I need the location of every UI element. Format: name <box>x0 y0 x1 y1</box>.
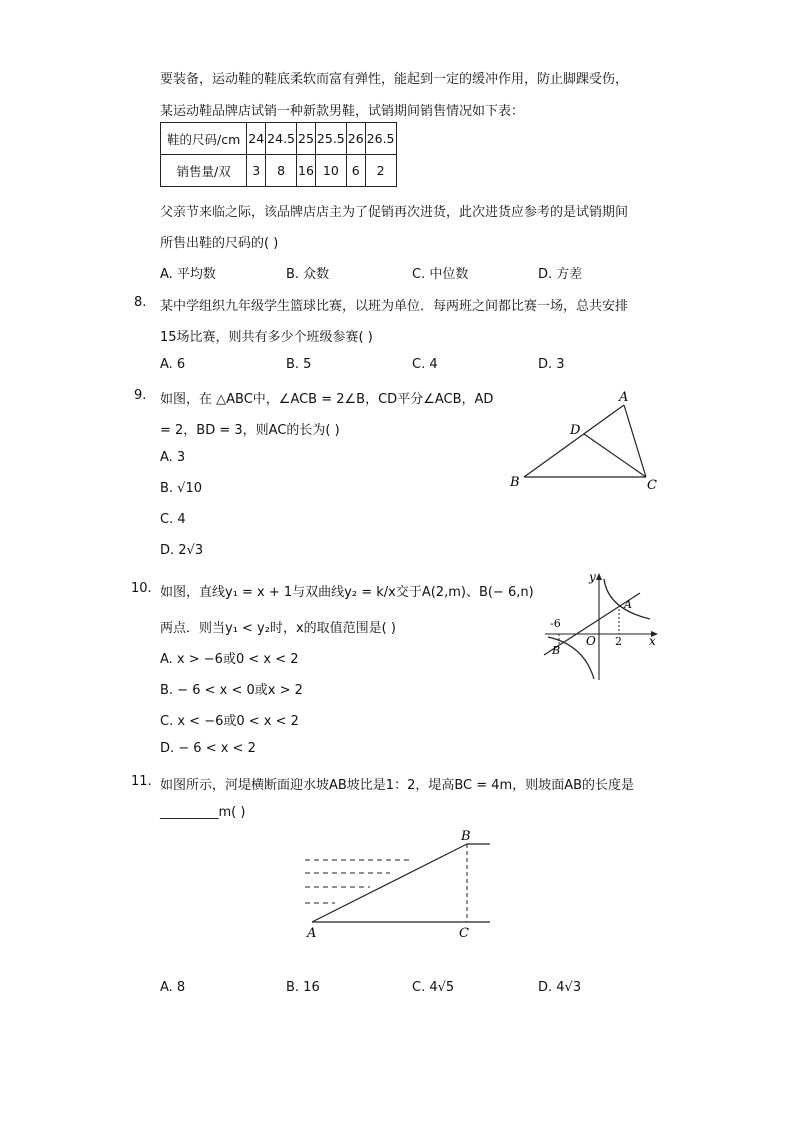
table-header-size: 鞋的尺码/cm <box>161 123 247 155</box>
embankment-figure <box>295 825 500 945</box>
q10-option-b[interactable]: B. − 6 < x < 0或x > 2 <box>160 683 303 698</box>
q7-option-b[interactable]: B. 众数 <box>286 267 330 282</box>
q9-option-d[interactable]: D. 2√3 <box>160 543 204 558</box>
q11-option-c[interactable]: C. 4√5 <box>412 980 455 995</box>
q9-text-line2: = 2，BD = 3，则AC的长为( ) <box>160 423 340 438</box>
q7-option-d[interactable]: D. 方差 <box>538 267 583 282</box>
table-cell: 16 <box>297 155 316 187</box>
q10-option-d[interactable]: D. − 6 < x < 2 <box>160 741 256 756</box>
label-b: B <box>510 475 520 490</box>
q8-option-a[interactable]: A. 6 <box>160 357 186 372</box>
q8-text-line1: 某中学组织九年级学生篮球比赛，以班为单位．每两班之间都比赛一场，总共安排 <box>160 299 629 314</box>
q11-number: 11. <box>131 774 152 789</box>
q8-option-b[interactable]: B. 5 <box>286 357 312 372</box>
q7-text-line2: 某运动鞋品牌店试销一种新款男鞋，试销期间销售情况如下表： <box>160 104 525 119</box>
origin-label: O <box>586 634 596 648</box>
label-c: C <box>459 926 469 941</box>
tick-2: 2 <box>615 635 622 648</box>
q8-option-c[interactable]: C. 4 <box>412 357 438 372</box>
q9-option-c[interactable]: C. 4 <box>160 512 186 527</box>
q9-option-a[interactable]: A. 3 <box>160 450 186 465</box>
table-cell: 25 <box>297 123 316 155</box>
q11-text-line1: 如图所示，河堤横断面迎水坡AB坡比是1：2，堤高BC = 4m，则坡面AB的长度是 <box>160 778 635 793</box>
label-b: B <box>461 829 471 844</box>
table-cell: 2 <box>365 155 396 187</box>
table-row <box>161 123 397 155</box>
q7-option-a[interactable]: A. 平均数 <box>160 267 216 282</box>
label-a: A <box>619 390 629 405</box>
q11-option-d[interactable]: D. 4√3 <box>538 980 582 995</box>
q11-text-line2: _________m( ) <box>160 805 246 820</box>
q7-option-c[interactable]: C. 中位数 <box>412 267 469 282</box>
q8-number: 8. <box>134 295 147 310</box>
q10-option-a[interactable]: A. x > −6或0 < x < 2 <box>160 652 299 667</box>
table-cell: 24.5 <box>266 123 297 155</box>
table-header-sales: 销售量/双 <box>161 155 247 187</box>
label-d: D <box>570 423 581 438</box>
table-cell: 6 <box>346 155 365 187</box>
table-cell: 10 <box>315 155 346 187</box>
triangle-abc-figure <box>500 385 670 495</box>
q8-text-line2: 15场比赛，则共有多少个班级参赛( ) <box>160 330 373 345</box>
table-cell: 8 <box>266 155 297 187</box>
label-c: C <box>647 478 657 493</box>
table-cell: 3 <box>247 155 266 187</box>
table-cell: 25.5 <box>315 123 346 155</box>
function-graph-figure <box>540 565 665 685</box>
q10-text-line2: 两点．则当y₁ < y₂时，x的取值范围是( ) <box>160 621 396 636</box>
q9-text-line1: 如图，在 △ABC中，∠ACB = 2∠B，CD平分∠ACB，AD <box>160 392 494 407</box>
q9-number: 9. <box>134 388 147 403</box>
table-row <box>161 155 397 187</box>
q7-text-line4: 所售出鞋的尺码的( ) <box>160 236 279 251</box>
tick-neg6: -6 <box>550 617 561 630</box>
table-cell: 26 <box>346 123 365 155</box>
q11-option-b[interactable]: B. 16 <box>286 980 320 995</box>
shoe-sales-table <box>160 122 397 187</box>
point-b-label: B <box>552 644 561 657</box>
axis-label-x: x <box>649 634 656 648</box>
q9-option-b[interactable]: B. √10 <box>160 481 203 496</box>
q7-text-line3: 父亲节来临之际，该品牌店店主为了促销再次进货，此次进货应参考的是试销期间 <box>160 205 629 220</box>
q7-text-line1: 要装备，运动鞋的鞋底柔软而富有弹性，能起到一定的缓冲作用，防止脚踝受伤， <box>160 72 629 87</box>
axis-label-y: y <box>589 570 596 584</box>
q11-option-a[interactable]: A. 8 <box>160 980 186 995</box>
q10-text-line1: 如图，直线y₁ = x + 1与双曲线y₂ = k/x交于A(2,m)、B(− 6,n) <box>160 585 534 600</box>
table-cell: 24 <box>247 123 266 155</box>
q10-number: 10. <box>131 581 152 596</box>
label-a: A <box>307 926 317 941</box>
q10-option-c[interactable]: C. x < −6或0 < x < 2 <box>160 714 299 729</box>
q8-option-d[interactable]: D. 3 <box>538 357 565 372</box>
point-a-label: A <box>624 598 632 611</box>
table-cell: 26.5 <box>365 123 396 155</box>
